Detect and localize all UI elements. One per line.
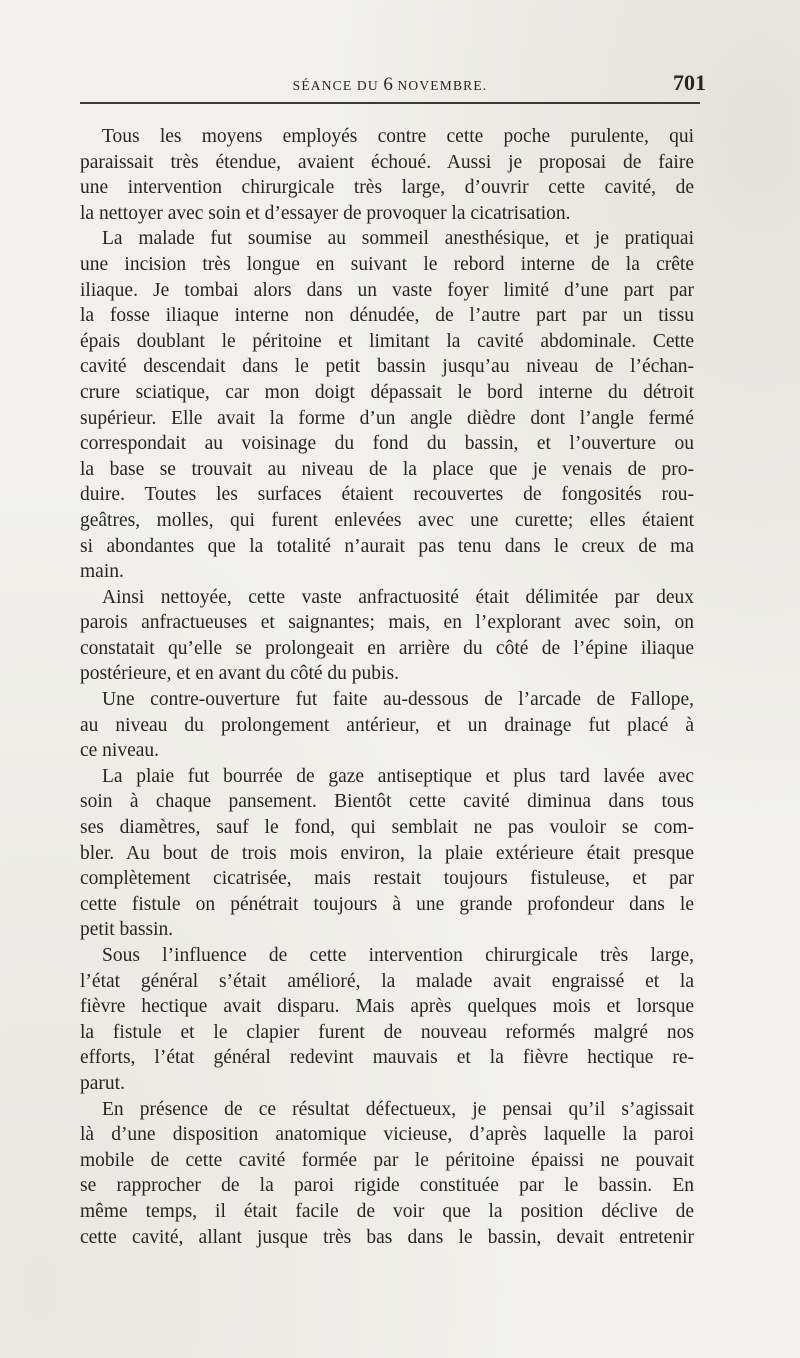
paragraph: [80, 764, 694, 943]
running-title-prefix: SÉANCE DU: [292, 78, 379, 93]
text-line: la base se trouvait au niveau de la place que je venais de pro-: [80, 458, 694, 480]
text-line: Tous les moyens employés contre cette poche purulente, qui: [102, 126, 694, 147]
text-line: postérieure, et en avant du côté du pubis.: [80, 663, 399, 685]
text-line: efforts, l’état général redevint mauvais et la fièvre hectique re-: [80, 1047, 694, 1069]
text-line: au niveau du prolongement antérieur, et un drainage fut placé à: [80, 714, 694, 736]
text-line: la nettoyer avec soin et d’essayer de provoquer la cicatrisation.: [80, 202, 571, 224]
running-title-suffix: NOVEMBRE.: [397, 78, 488, 93]
paragraph: [80, 585, 694, 687]
text-line: fièvre hectique avait disparu. Mais après quelques mois et lorsque: [80, 996, 694, 1018]
text-line: épais doublant le péritoine et limitant la cavité abdominale. Cette: [80, 330, 694, 352]
text-line: Sous l’influence de cette intervention chirurgicale très large,: [102, 945, 694, 966]
paragraph: [80, 687, 694, 764]
text-line: cavité descendait dans le petit bassin jusqu’au niveau de l’échan-: [80, 356, 694, 378]
page-number: 701: [673, 70, 706, 95]
text-line: là d’une disposition anatomique vicieuse, d’après laquelle la paroi: [80, 1124, 694, 1146]
text-line: si abondantes que la totalité n’aurait pas tenu dans le creux de ma: [80, 535, 694, 557]
text-line: geâtres, molles, qui furent enlevées avec une curette; elles étaient: [80, 509, 694, 531]
text-line: En présence de ce résultat défectueux, je pensai qu’il s’agissait: [102, 1098, 694, 1120]
text-line: Ainsi nettoyée, cette vaste anfractuosité était délimitée par deux: [102, 586, 694, 608]
text-line: se rapprocher de la paroi rigide constituée par le bassin. En: [80, 1175, 694, 1197]
body-text: [80, 124, 694, 1250]
text-line: parois anfractueuses et saignantes; mais, en l’explorant avec soin, on: [80, 612, 694, 634]
paragraph: [80, 1097, 694, 1251]
text-line: iliaque. Je tombai alors dans un vaste foyer limité d’une part par: [80, 279, 694, 301]
paragraph: [80, 226, 694, 584]
text-line: petit bassin.: [80, 919, 174, 941]
text-line: une intervention chirurgicale très large, d’ouvrir cette cavité, de: [80, 177, 694, 199]
text-line: complètement cicatrisée, mais restait toujours fistuleuse, et par: [80, 868, 694, 890]
text-line: bler. Au bout de trois mois environ, la plaie extérieure était presque: [80, 842, 694, 864]
paragraph: [80, 124, 694, 226]
text-line: duire. Toutes les surfaces étaient recouvertes de fongosités rou-: [80, 484, 694, 506]
text-line: paraissait très étendue, avaient échoué. Aussi je proposai de faire: [80, 151, 694, 173]
text-line: correspondait au voisinage du fond du bassin, et l’ouverture ou: [80, 433, 694, 455]
text-line: ses diamètres, sauf le fond, qui semblait ne pas vouloir se com-: [80, 817, 694, 839]
text-line: main.: [80, 561, 124, 583]
text-line: constatait qu’elle se prolongeait en arrière du côté de l’épine iliaque: [80, 637, 694, 659]
running-title-number: 6: [383, 74, 393, 95]
text-line: parut.: [80, 1072, 125, 1094]
text-line: Une contre-ouverture fut faite au-dessous de l’arcade de Fallope,: [102, 689, 694, 711]
text-line: même temps, il était facile de voir que la position déclive de: [80, 1200, 694, 1222]
text-line: l’état général s’était amélioré, la malade avait engraissé et la: [80, 970, 694, 992]
paragraph: [80, 943, 694, 1097]
text-line: ce niveau.: [80, 740, 160, 762]
text-line: soin à chaque pansement. Bientôt cette cavité diminua dans tous: [80, 791, 694, 813]
text-line: La malade fut soumise au sommeil anesthésique, et je pratiquai: [102, 228, 694, 250]
text-line: mobile de cette cavité formée par le péritoine épaissi ne pouvait: [80, 1149, 694, 1171]
header-rule: [80, 102, 700, 104]
text-line: la fistule et le clapier furent de nouveau reformés malgré nos: [80, 1021, 694, 1043]
text-line: crure sciatique, car mon doigt dépassait le bord interne du détroit: [80, 381, 694, 403]
text-line: cette fistule on pénétrait toujours à une grande profondeur dans le: [80, 893, 694, 915]
running-header: [80, 70, 706, 100]
text-line: supérieur. Elle avait la forme d’un angle dièdre dont l’angle fermé: [80, 407, 694, 429]
text-line: la fosse iliaque interne non dénudée, de l’autre part par un tissu: [80, 305, 694, 327]
text-line: une incision très longue en suivant le rebord interne de la crête: [80, 253, 694, 275]
running-title: [80, 74, 700, 96]
text-line: cette cavité, allant jusque très bas dans le bassin, devait entretenir: [80, 1226, 694, 1248]
text-line: La plaie fut bourrée de gaze antiseptique et plus tard lavée avec: [102, 765, 694, 787]
